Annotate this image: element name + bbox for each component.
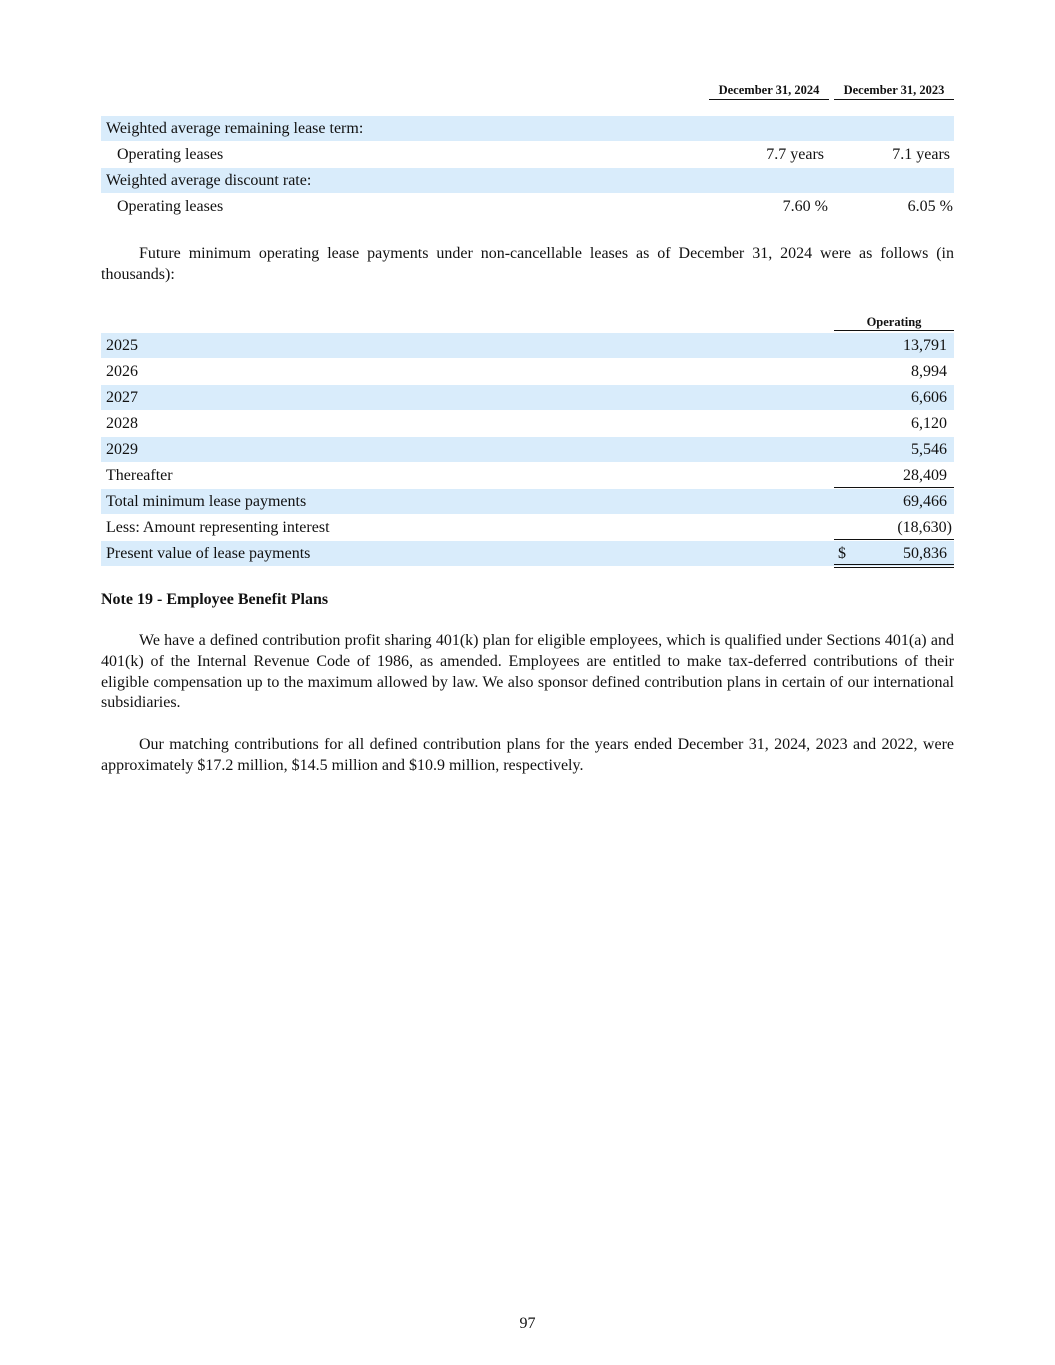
table-row: [101, 333, 954, 358]
table-row: [101, 437, 954, 462]
row-value: 50,836: [903, 545, 947, 562]
row-label: Less: Amount representing interest: [106, 519, 330, 536]
row-value: (18,630): [897, 519, 952, 536]
row-label: Weighted average discount rate:: [106, 172, 312, 189]
row-label: 2028: [106, 415, 138, 432]
row-value: 28,409: [903, 467, 947, 484]
row-value: 6,606: [911, 389, 947, 406]
table-row: [101, 411, 954, 436]
table-row: [101, 359, 954, 384]
value-2023: 7.1 years: [892, 146, 950, 163]
subtotal-rule: [834, 539, 954, 540]
table-row: [101, 142, 954, 167]
column-header-operating: Operating: [834, 315, 954, 331]
row-label: 2029: [106, 441, 138, 458]
row-value: 5,546: [911, 441, 947, 458]
table-row: [101, 489, 954, 514]
table-row: [101, 515, 954, 540]
row-label: 2026: [106, 363, 138, 380]
page-number: 97: [519, 1315, 536, 1332]
lease-terms-table-header: [101, 83, 954, 116]
row-label: Total minimum lease payments: [106, 493, 307, 510]
row-label: Present value of lease payments: [106, 545, 311, 562]
row-value: 69,466: [903, 493, 947, 510]
column-header-dec-2023: December 31, 2023: [834, 83, 954, 100]
row-value: 13,791: [903, 337, 947, 354]
value-2024: 7.60 %: [782, 198, 828, 215]
table-row: [101, 463, 954, 488]
subtotal-rule: [834, 487, 954, 488]
table-row: [101, 541, 954, 566]
table-row: [101, 194, 954, 219]
row-label: 2025: [106, 337, 138, 354]
table-row: [101, 116, 954, 141]
note-paragraph-2: Our matching contributions for all defined contribution plans for the years ended December 31, 2024, 2023 and 2022, were approximately $17.2 million, $14.5 million and $10.9 million, respectively.: [101, 736, 954, 774]
total-double-rule: [834, 564, 954, 568]
row-value: 6,120: [911, 415, 947, 432]
value-2023: 6.05 %: [907, 198, 953, 215]
row-value: 8,994: [911, 363, 947, 380]
row-label: Thereafter: [106, 467, 173, 484]
value-2024: 7.7 years: [766, 146, 824, 163]
row-label: Operating leases: [117, 146, 224, 163]
section-heading: Note 19 - Employee Benefit Plans: [101, 591, 329, 608]
note-paragraph-1: We have a defined contribution profit sharing 401(k) plan for eligible employees, which is qualified under Sections 401(a) and 401(k) of the Internal Revenue Code of 1986, as amended. Employees are entitled to make tax-deferred contributions of their eligible compensation up to the maximum allowed by law. We also sponsor defined contribution plans in certain of our international subsidiaries.: [101, 632, 954, 712]
currency-symbol: $: [838, 545, 846, 562]
intro-paragraph: Future minimum operating lease payments under non-cancellable leases as of December 31, 2024 were as follows (in thousands):: [101, 245, 954, 283]
row-label: Weighted average remaining lease term:: [106, 120, 364, 137]
table-row: [101, 385, 954, 410]
row-label: 2027: [106, 389, 138, 406]
column-header-dec-2024: December 31, 2024: [709, 83, 829, 100]
table-row: [101, 168, 954, 193]
row-label: Operating leases: [117, 198, 224, 215]
